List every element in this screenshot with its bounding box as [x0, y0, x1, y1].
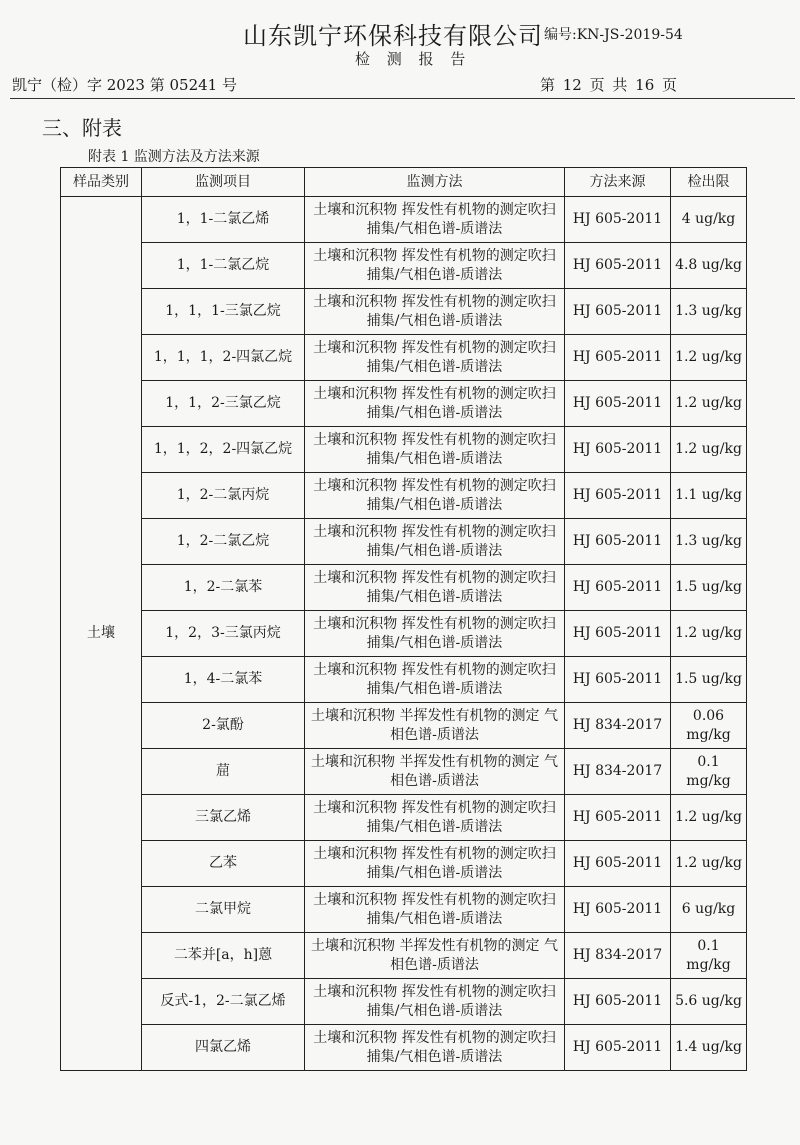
item-cell: 二苯并[a，h]蒽 [142, 933, 305, 979]
method-cell: 土壤和沉积物 挥发性有机物的测定吹扫捕集/气相色谱-质谱法 [305, 841, 565, 887]
limit-cell: 1.1 ug/kg [671, 473, 747, 519]
item-cell: 1，1-二氯乙烷 [142, 243, 305, 289]
item-cell: 1，4-二氯苯 [142, 657, 305, 703]
method-cell: 土壤和沉积物 挥发性有机物的测定吹扫捕集/气相色谱-质谱法 [305, 795, 565, 841]
source-cell: HJ 834-2017 [565, 703, 671, 749]
table-body [61, 197, 747, 1071]
table-row [61, 611, 747, 657]
method-cell: 土壤和沉积物 挥发性有机物的测定吹扫捕集/气相色谱-质谱法 [305, 381, 565, 427]
source-cell: HJ 605-2011 [565, 519, 671, 565]
source-cell: HJ 605-2011 [565, 611, 671, 657]
limit-cell: 4 ug/kg [671, 197, 747, 243]
method-cell: 土壤和沉积物 挥发性有机物的测定吹扫捕集/气相色谱-质谱法 [305, 565, 565, 611]
limit-cell: 1.2 ug/kg [671, 841, 747, 887]
table-row [61, 1025, 747, 1071]
method-cell: 土壤和沉积物 挥发性有机物的测定吹扫捕集/气相色谱-质谱法 [305, 979, 565, 1025]
table-header-row [61, 168, 747, 197]
table-row [61, 243, 747, 289]
source-cell: HJ 605-2011 [565, 473, 671, 519]
method-cell: 土壤和沉积物 挥发性有机物的测定吹扫捕集/气相色谱-质谱法 [305, 289, 565, 335]
method-cell: 土壤和沉积物 挥发性有机物的测定吹扫捕集/气相色谱-质谱法 [305, 611, 565, 657]
item-cell: 三氯乙烯 [142, 795, 305, 841]
header-detection-limit: 检出限 [671, 168, 747, 197]
method-cell: 土壤和沉积物 挥发性有机物的测定吹扫捕集/气相色谱-质谱法 [305, 243, 565, 289]
method-cell: 土壤和沉积物 挥发性有机物的测定吹扫捕集/气相色谱-质谱法 [305, 427, 565, 473]
item-cell: 1，2-二氯苯 [142, 565, 305, 611]
item-cell: 1，2，3-三氯丙烷 [142, 611, 305, 657]
table-row [61, 657, 747, 703]
method-cell: 土壤和沉积物 半挥发性有机物的测定 气相色谱-质谱法 [305, 749, 565, 795]
method-cell: 土壤和沉积物 挥发性有机物的测定吹扫捕集/气相色谱-质谱法 [305, 887, 565, 933]
source-cell: HJ 605-2011 [565, 289, 671, 335]
item-cell: 1，2-二氯乙烷 [142, 519, 305, 565]
table-row [61, 473, 747, 519]
source-cell: HJ 605-2011 [565, 887, 671, 933]
method-cell: 土壤和沉积物 半挥发性有机物的测定 气相色谱-质谱法 [305, 703, 565, 749]
table-caption: 附表 1 监测方法及方法来源 [88, 149, 260, 165]
table-row [61, 703, 747, 749]
method-cell: 土壤和沉积物 挥发性有机物的测定吹扫捕集/气相色谱-质谱法 [305, 473, 565, 519]
table-row [61, 933, 747, 979]
table-row [61, 979, 747, 1025]
limit-cell: 1.5 ug/kg [671, 657, 747, 703]
source-cell: HJ 605-2011 [565, 427, 671, 473]
source-cell: HJ 834-2017 [565, 933, 671, 979]
table-row [61, 381, 747, 427]
header-divider [10, 98, 795, 99]
source-cell: HJ 605-2011 [565, 565, 671, 611]
item-cell: 1，1，2，2-四氯乙烷 [142, 427, 305, 473]
source-cell: HJ 834-2017 [565, 749, 671, 795]
source-cell: HJ 605-2011 [565, 657, 671, 703]
limit-cell: 1.2 ug/kg [671, 427, 747, 473]
method-cell: 土壤和沉积物 挥发性有机物的测定吹扫捕集/气相色谱-质谱法 [305, 519, 565, 565]
table-row [61, 841, 747, 887]
limit-cell: 0.1 mg/kg [671, 933, 747, 979]
table-row [61, 795, 747, 841]
item-cell: 1，1-二氯乙烯 [142, 197, 305, 243]
sample-category-cell: 土壤 [61, 197, 142, 1071]
source-cell: HJ 605-2011 [565, 243, 671, 289]
item-cell: 2-氯酚 [142, 703, 305, 749]
limit-cell: 1.5 ug/kg [671, 565, 747, 611]
item-cell: 乙苯 [142, 841, 305, 887]
item-cell: 1，2-二氯丙烷 [142, 473, 305, 519]
header-monitoring-method: 监测方法 [305, 168, 565, 197]
item-cell: 1，1，1-三氯乙烷 [142, 289, 305, 335]
item-cell: 1，1，2-三氯乙烷 [142, 381, 305, 427]
limit-cell: 0.06 mg/kg [671, 703, 747, 749]
source-cell: HJ 605-2011 [565, 795, 671, 841]
methods-table [60, 167, 747, 1071]
source-cell: HJ 605-2011 [565, 335, 671, 381]
table-row [61, 519, 747, 565]
source-cell: HJ 605-2011 [565, 979, 671, 1025]
header-monitoring-item: 监测项目 [142, 168, 305, 197]
report-number: 凯宁（检）字 2023 第 05241 号 [12, 76, 237, 94]
item-cell: 四氯乙烯 [142, 1025, 305, 1071]
header-method-source: 方法来源 [565, 168, 671, 197]
limit-cell: 6 ug/kg [671, 887, 747, 933]
limit-cell: 0.1 mg/kg [671, 749, 747, 795]
header-sample-category: 样品类别 [61, 168, 142, 197]
limit-cell: 1.2 ug/kg [671, 381, 747, 427]
method-cell: 土壤和沉积物 挥发性有机物的测定吹扫捕集/气相色谱-质谱法 [305, 657, 565, 703]
method-cell: 土壤和沉积物 半挥发性有机物的测定 气相色谱-质谱法 [305, 933, 565, 979]
method-cell: 土壤和沉积物 挥发性有机物的测定吹扫捕集/气相色谱-质谱法 [305, 335, 565, 381]
limit-cell: 4.8 ug/kg [671, 243, 747, 289]
document-code: 编号:KN-JS-2019-54 [544, 27, 683, 43]
section-title: 三、附表 [42, 116, 122, 140]
table-row [61, 565, 747, 611]
page-info: 第 12 页 共 16 页 [540, 76, 678, 94]
method-cell: 土壤和沉积物 挥发性有机物的测定吹扫捕集/气相色谱-质谱法 [305, 197, 565, 243]
limit-cell: 1.3 ug/kg [671, 289, 747, 335]
limit-cell: 1.2 ug/kg [671, 335, 747, 381]
limit-cell: 1.2 ug/kg [671, 611, 747, 657]
table-row [61, 749, 747, 795]
table-row [61, 335, 747, 381]
table-row [61, 197, 747, 243]
table-row [61, 427, 747, 473]
company-name: 山东凯宁环保科技有限公司 [243, 22, 543, 50]
limit-cell: 1.2 ug/kg [671, 795, 747, 841]
item-cell: 反式-1，2-二氯乙烯 [142, 979, 305, 1025]
method-cell: 土壤和沉积物 挥发性有机物的测定吹扫捕集/气相色谱-质谱法 [305, 1025, 565, 1071]
source-cell: HJ 605-2011 [565, 197, 671, 243]
table-row [61, 289, 747, 335]
limit-cell: 1.4 ug/kg [671, 1025, 747, 1071]
report-title: 检 测 报 告 [355, 50, 472, 68]
limit-cell: 5.6 ug/kg [671, 979, 747, 1025]
item-cell: 1，1，1，2-四氯乙烷 [142, 335, 305, 381]
source-cell: HJ 605-2011 [565, 1025, 671, 1071]
item-cell: 二氯甲烷 [142, 887, 305, 933]
table-row [61, 887, 747, 933]
item-cell: 䓛 [142, 749, 305, 795]
source-cell: HJ 605-2011 [565, 841, 671, 887]
limit-cell: 1.3 ug/kg [671, 519, 747, 565]
source-cell: HJ 605-2011 [565, 381, 671, 427]
